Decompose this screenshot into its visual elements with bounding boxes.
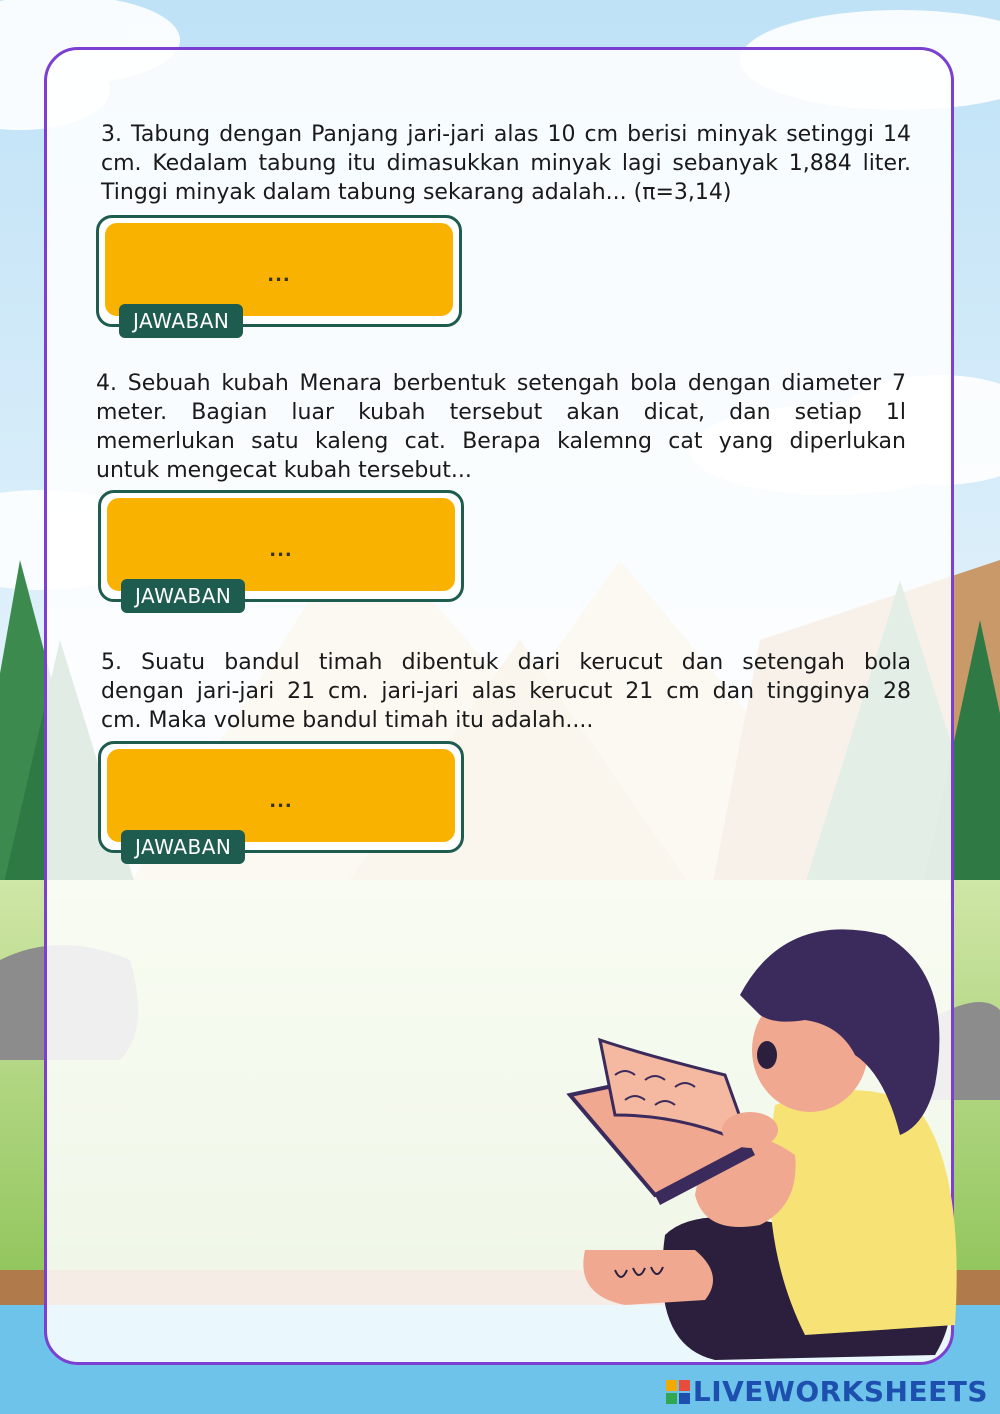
question-3-line-1: 3. Tabung dengan Panjang jari-jari alas 10 cm berisi minyak setinggi 14 bbox=[101, 122, 911, 147]
question-3-line-3: Tinggi minyak dalam tabung sekarang adalah... (π=3,14) bbox=[101, 180, 732, 205]
liveworksheets-brand[interactable] bbox=[666, 1375, 988, 1408]
answer-value-3: ... bbox=[267, 265, 291, 286]
question-5-line-1: 5. Suatu bandul timah dibentuk dari kerucut dan setengah bola bbox=[101, 650, 911, 675]
answer-input-3[interactable] bbox=[105, 223, 453, 316]
answer-value-5: ... bbox=[269, 791, 293, 812]
child-shirt bbox=[769, 1090, 956, 1335]
liveworksheets-logo-icon bbox=[666, 1380, 690, 1404]
question-4-text bbox=[96, 369, 906, 485]
question-4-line-2: meter. Bagian luar kubah tersebut akan dicat, dan setiap 1l bbox=[96, 400, 906, 425]
answer-value-4: ... bbox=[269, 540, 293, 561]
answer-label-4: JAWABAN bbox=[121, 579, 245, 613]
question-5-text bbox=[101, 648, 911, 735]
answer-label-5: JAWABAN bbox=[121, 830, 245, 864]
question-4-line-3: memerlukan satu kaleng cat. Berapa kalemng cat yang diperlukan bbox=[96, 429, 906, 454]
answer-box-3 bbox=[96, 215, 462, 333]
question-4-line-4: untuk mengecat kubah tersebut... bbox=[96, 458, 472, 483]
question-4-line-1: 4. Sebuah kubah Menara berbentuk setengah bola dengan diameter 7 bbox=[96, 371, 906, 396]
child-hand bbox=[722, 1112, 778, 1148]
question-3-text bbox=[101, 120, 911, 207]
answer-input-5[interactable] bbox=[107, 749, 455, 842]
question-5-line-3: cm. Maka volume bandul timah itu adalah.... bbox=[101, 708, 594, 733]
reading-child-illustration bbox=[555, 905, 975, 1365]
answer-box-4 bbox=[98, 490, 464, 608]
child-foot bbox=[583, 1250, 713, 1305]
question-5-line-2: dengan jari-jari 21 cm. jari-jari alas kerucut 21 cm dan tingginya 28 bbox=[101, 679, 911, 704]
answer-label-3: JAWABAN bbox=[119, 304, 243, 338]
answer-input-4[interactable] bbox=[107, 498, 455, 591]
brand-name: LIVEWORKSHEETS bbox=[692, 1375, 988, 1408]
answer-box-5 bbox=[98, 741, 464, 859]
question-3-line-2: cm. Kedalam tabung itu dimasukkan minyak lagi sebanyak 1,884 liter. bbox=[101, 151, 911, 176]
